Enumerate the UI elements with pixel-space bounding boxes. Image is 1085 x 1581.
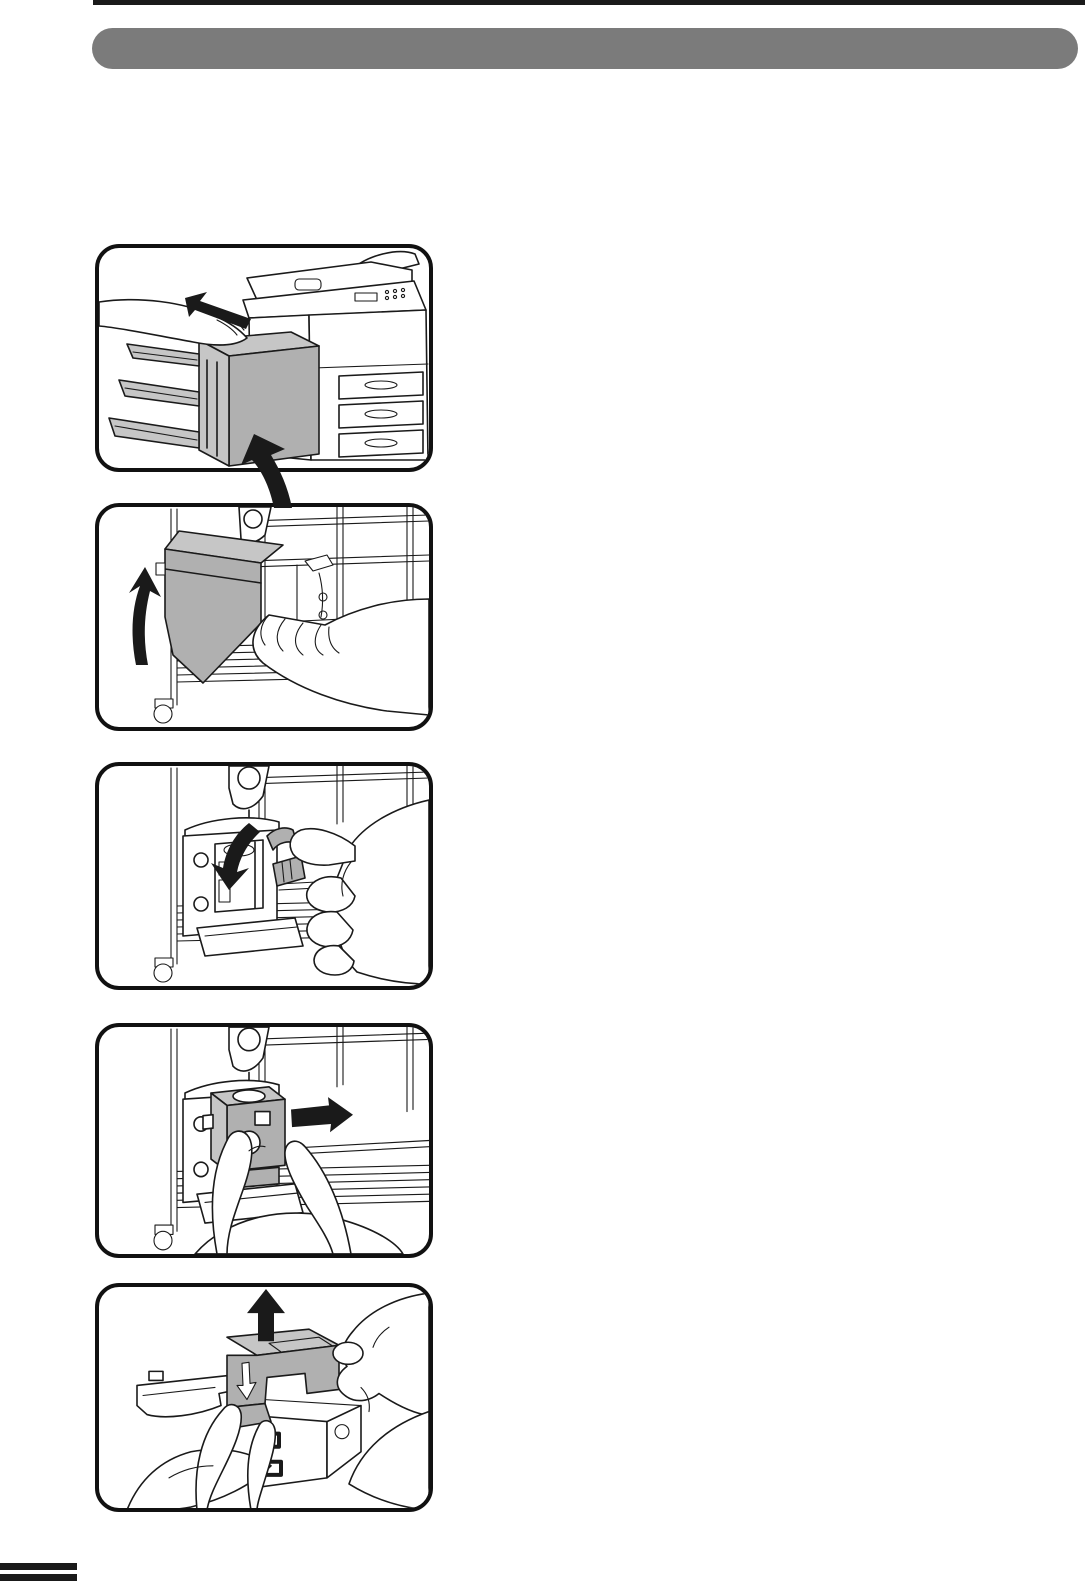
step-4-line-art bbox=[99, 1027, 429, 1254]
curved-arrow-up-icon bbox=[238, 430, 318, 510]
section-header-bar bbox=[92, 28, 1078, 69]
machine-detail bbox=[297, 555, 333, 629]
figure-step-2-open-cover bbox=[95, 503, 433, 731]
step-2-line-art bbox=[99, 507, 429, 727]
hanger-bracket bbox=[229, 766, 269, 824]
curved-arrow-up-icon bbox=[129, 567, 161, 665]
arrow-right-icon bbox=[291, 1097, 353, 1132]
right-hand-illustration bbox=[333, 1293, 429, 1508]
top-rule bbox=[93, 0, 1085, 5]
hand-illustration bbox=[253, 599, 429, 715]
step-3-line-art bbox=[99, 766, 429, 986]
figure-step-5-remove-empty-case bbox=[95, 1283, 433, 1512]
page-edge-marker-bar bbox=[0, 1574, 77, 1581]
figure-step-3-turn-lever bbox=[95, 762, 433, 990]
figure-step-4-remove-cartridge bbox=[95, 1023, 433, 1258]
hand-arm-illustration bbox=[99, 300, 247, 345]
page-edge-marker-bar bbox=[0, 1563, 77, 1570]
step-5-line-art bbox=[99, 1287, 429, 1508]
hinge-bracket bbox=[239, 507, 271, 542]
cartridge-holder-arm bbox=[137, 1371, 229, 1416]
hanger-bracket bbox=[229, 1027, 269, 1087]
empty-staple-case bbox=[227, 1329, 339, 1427]
hand-illustration bbox=[290, 800, 429, 984]
